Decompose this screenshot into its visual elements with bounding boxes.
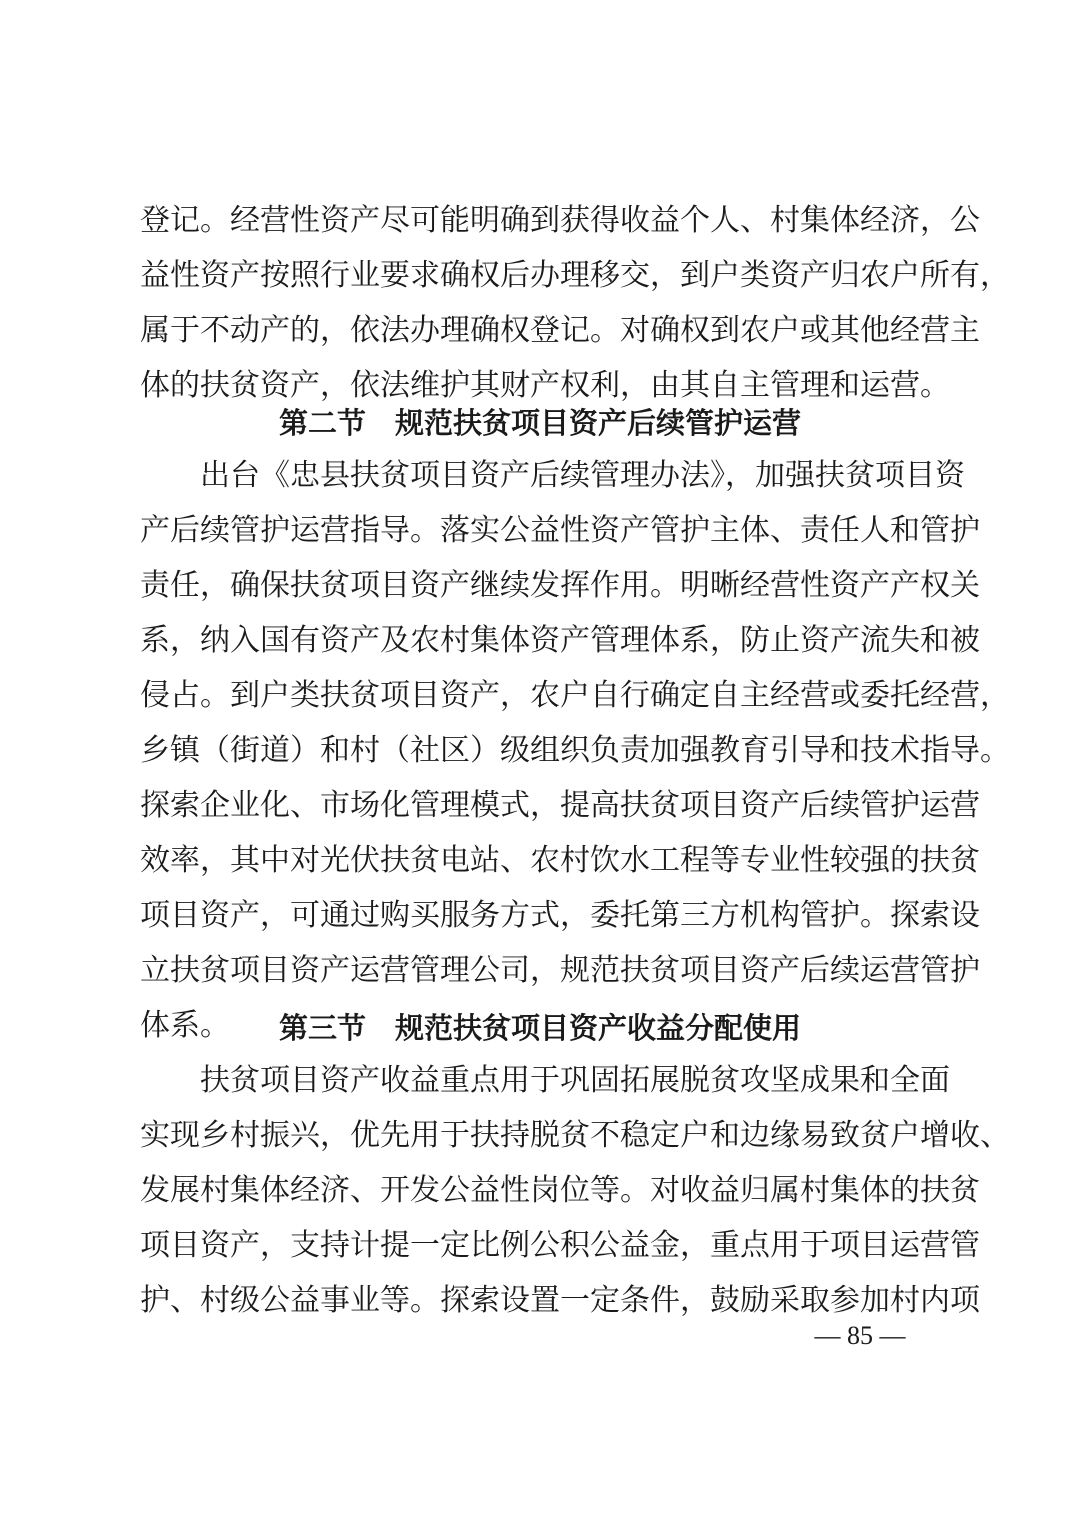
paragraph-line: 项目资产，支持计提一定比例公积公益金，重点用于项目运营管 [140,1228,980,1263]
paragraph-line: 登记。经营性资产尽可能明确到获得收益个人、村集体经济，公 [140,203,980,238]
page-number: — 85 — [814,1321,906,1350]
paragraph-line: 益性资产按照行业要求确权后办理移交，到户类资产归农户所有， [140,258,1010,293]
paragraph-line: 实现乡村振兴，优先用于扶持脱贫不稳定户和边缘易致贫户增收、 [140,1118,1010,1153]
section-heading: 第三节 规范扶贫项目资产收益分配使用 [278,1011,801,1045]
paragraph-line: 立扶贫项目资产运营管理公司，规范扶贫项目资产后续运营管护 [140,953,980,988]
paragraph-line: 发展村集体经济、开发公益性岗位等。对收益归属村集体的扶贫 [140,1173,980,1208]
paragraph-line: 产后续管护运营指导。落实公益性资产管护主体、责任人和管护 [140,513,980,548]
section-heading: 第二节 规范扶贫项目资产后续管护运营 [278,406,801,440]
paragraph-line: 体系。 [140,1008,230,1043]
paragraph-line: 系，纳入国有资产及农村集体资产管理体系，防止资产流失和被 [140,623,980,658]
paragraph-line: 探索企业化、市场化管理模式，提高扶贫项目资产后续管护运营 [140,788,980,823]
paragraph-line: 项目资产，可通过购买服务方式，委托第三方机构管护。探索设 [140,898,980,933]
paragraph-line: 属于不动产的，依法办理确权登记。对确权到农户或其他经营主 [140,313,980,348]
paragraph-line: 侵占。到户类扶贫项目资产，农户自行确定自主经营或委托经营， [140,678,1010,713]
paragraph-line: 体的扶贫资产，依法维护其财产权利，由其自主管理和运营。 [140,368,950,403]
paragraph-line: 效率，其中对光伏扶贫电站、农村饮水工程等专业性较强的扶贫 [140,843,980,878]
paragraph-line: 乡镇（街道）和村（社区）级组织负责加强教育引导和技术指导。 [140,733,1010,768]
paragraph-line: 扶贫项目资产收益重点用于巩固拓展脱贫攻坚成果和全面 [200,1063,950,1098]
paragraph-line: 出台《忠县扶贫项目资产后续管理办法》，加强扶贫项目资 [200,458,965,493]
paragraph-line: 护、村级公益事业等。探索设置一定条件，鼓励采取参加村内项 [140,1283,980,1318]
paragraph-line: 责任，确保扶贫项目资产继续发挥作用。明晰经营性资产产权关 [140,568,980,603]
